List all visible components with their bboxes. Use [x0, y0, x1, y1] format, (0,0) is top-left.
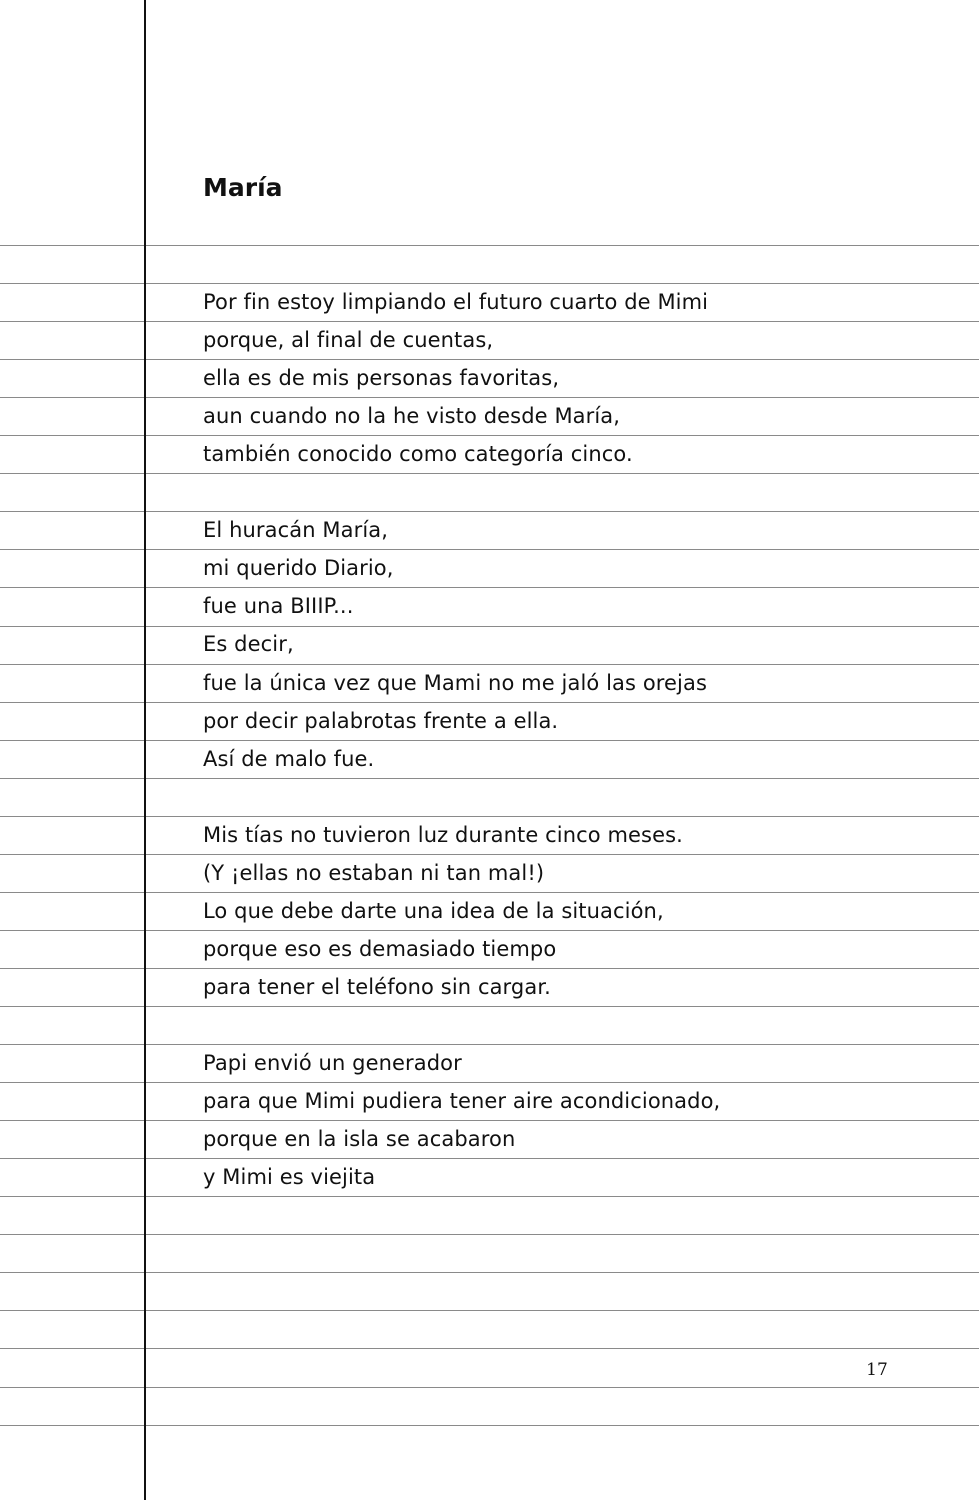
text-line: por decir palabrotas frente a ella. — [203, 709, 559, 733]
text-line: (Y ¡ellas no estaban ni tan mal!) — [203, 861, 545, 885]
text-line: también conocido como categoría cinco. — [203, 442, 633, 466]
text-line: para tener el teléfono sin cargar. — [203, 975, 551, 999]
text-line: Es decir, — [203, 632, 294, 656]
ruled-line — [0, 1272, 979, 1273]
text-line: aun cuando no la he visto desde María, — [203, 404, 621, 428]
ruled-line — [0, 1006, 979, 1007]
text-line: mi querido Diario, — [203, 556, 394, 580]
ruled-line — [0, 1234, 979, 1235]
text-line: Así de malo fue. — [203, 747, 375, 771]
ruled-line — [0, 778, 979, 779]
ruled-line — [0, 245, 979, 246]
text-line: fue una BIIIP... — [203, 594, 354, 618]
text-line: El huracán María, — [203, 518, 388, 542]
text-line: Mis tías no tuvieron luz durante cinco meses. — [203, 823, 683, 847]
ruled-line — [0, 1196, 979, 1197]
ruled-line — [0, 1310, 979, 1311]
ruled-line — [0, 1158, 979, 1159]
ruled-line — [0, 549, 979, 550]
text-line: Papi envió un generador — [203, 1051, 462, 1075]
ruled-line — [0, 511, 979, 512]
text-line: porque, al final de cuentas, — [203, 328, 494, 352]
ruled-line — [0, 473, 979, 474]
text-line: Lo que debe darte una idea de la situación, — [203, 899, 664, 923]
text-line: porque eso es demasiado tiempo — [203, 937, 557, 961]
ruled-line — [0, 1044, 979, 1045]
ruled-line — [0, 1425, 979, 1426]
text-line: Por fin estoy limpiando el futuro cuarto de Mimi — [203, 290, 709, 314]
page-title: María — [203, 173, 283, 202]
ruled-line — [0, 626, 979, 627]
ruled-line — [0, 587, 979, 588]
ruled-line — [0, 740, 979, 741]
ruled-line — [0, 1348, 979, 1349]
margin-line — [144, 0, 146, 1500]
text-line: para que Mimi pudiera tener aire acondicionado, — [203, 1089, 721, 1113]
ruled-line — [0, 1387, 979, 1388]
page-number: 17 — [866, 1360, 888, 1380]
text-line: y Mimi es viejita — [203, 1165, 376, 1189]
text-line: ella es de mis personas favoritas, — [203, 366, 560, 390]
text-line: fue la única vez que Mami no me jaló las orejas — [203, 671, 708, 695]
text-line: porque en la isla se acabaron — [203, 1127, 516, 1151]
